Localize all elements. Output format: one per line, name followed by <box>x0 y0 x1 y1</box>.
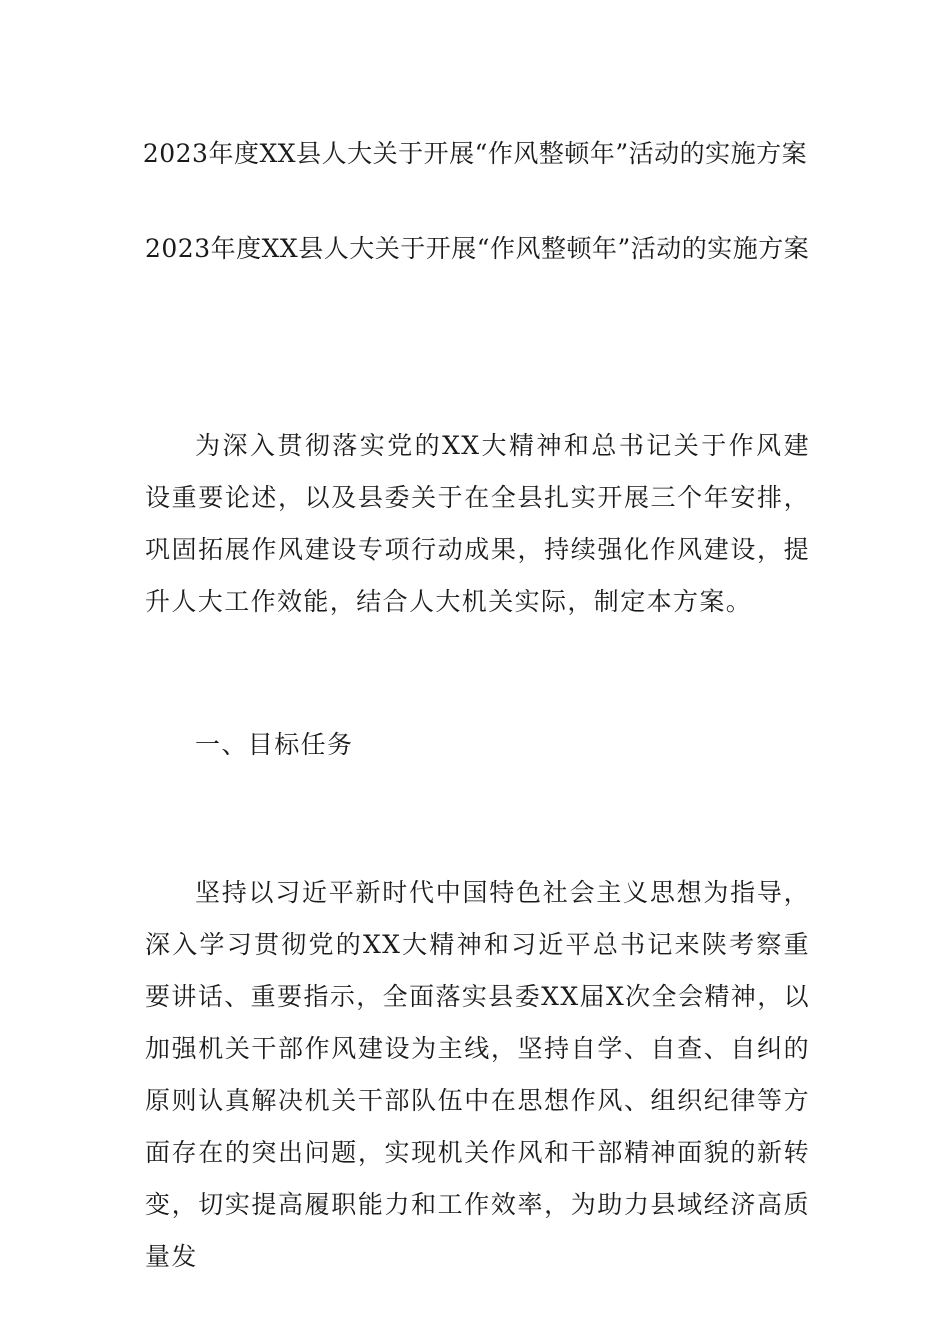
document-title-repeat: 2023年度XX县人大关于开展“作风整顿年”活动的实施方案 <box>145 234 810 263</box>
section-paragraph-goals: 坚持以习近平新时代中国特色社会主义思想为指导，深入学习贯彻党的XX大精神和习近平总书记来陕考察重要讲话、重要指示，全面落实县委XX届X次全会精神，以加强机关干部作风建设为主线，坚持自学、自查、自纠的原则认真解决机关干部队伍中在思想作风、组织纪律等方面存在的突出问题，实现机关作风和干部精神面貌的新转变，切实提高履职能力和工作效率，为助力县域经济高质量发 <box>145 878 810 1271</box>
intro-paragraph: 为深入贯彻落实党的XX大精神和总书记关于作风建设重要论述，以及县委关于在全县扎实开展三个年安排，巩固拓展作风建设专项行动成果，持续强化作风建设，提升人大工作效能，结合人大机关实际，制定本方案。 <box>145 431 810 616</box>
document-title: 2023年度XX县人大关于开展“作风整顿年”活动的实施方案 <box>142 139 808 168</box>
section-heading-goals: 一、目标任务 <box>195 730 354 759</box>
